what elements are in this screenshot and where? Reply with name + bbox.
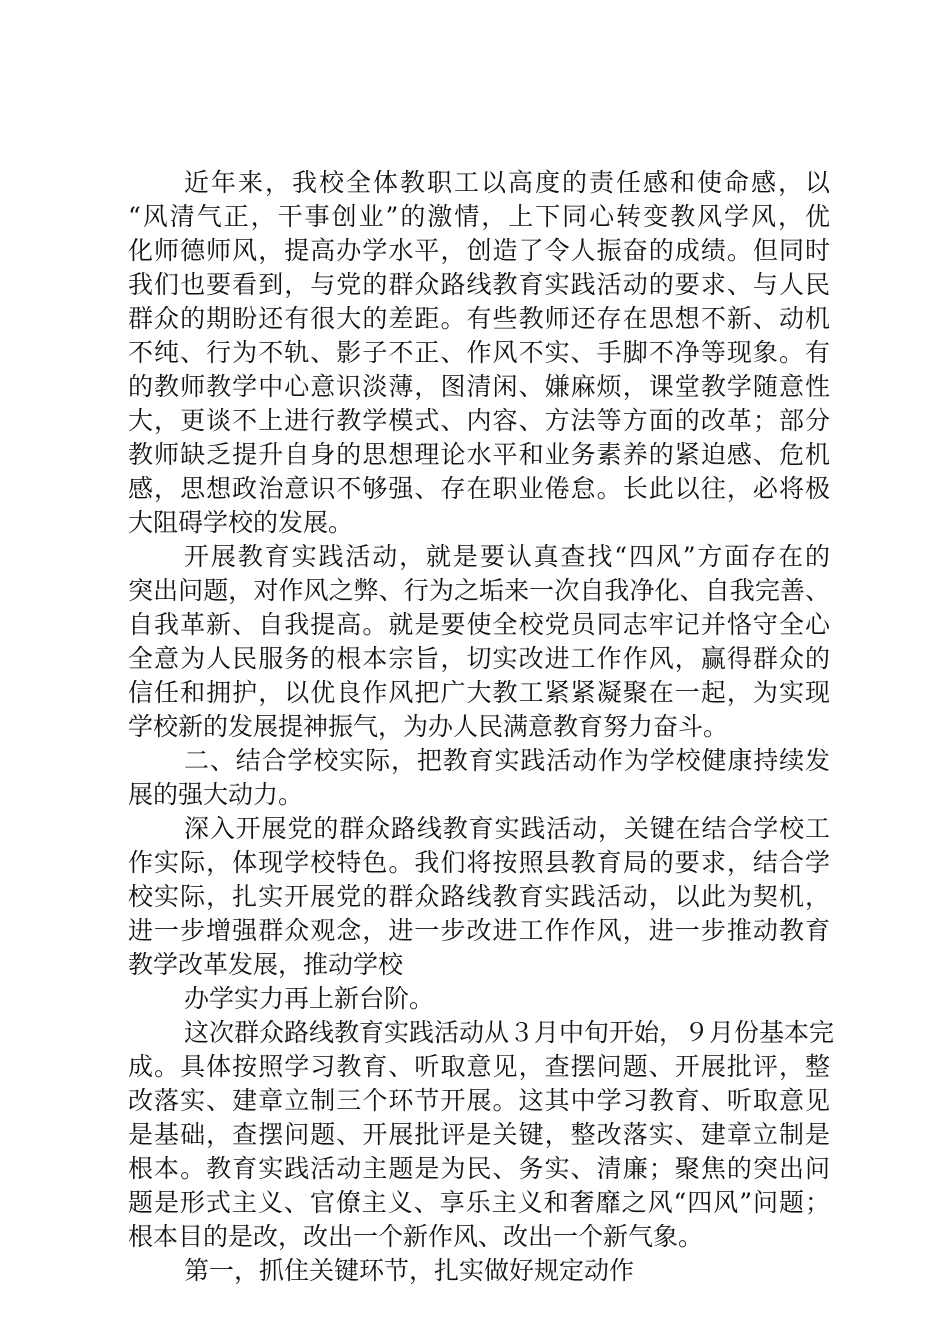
text-line: 作实际，体现学校特色。我们将按照县教育局的要求，结合学 xyxy=(128,848,830,877)
text-line: 深入开展党的群众路线教育实践活动，关键在结合学校工 xyxy=(184,814,830,843)
text-line: “风清气正，干事创业”的激情，上下同心转变教风学风，优 xyxy=(128,202,830,231)
text-line: 我们也要看到，与党的群众路线教育实践活动的要求、与人民 xyxy=(128,270,830,299)
text-line: 大，更谈不上进行教学模式、内容、方法等方面的改革；部分 xyxy=(128,406,830,435)
text-line: 办学实力再上新台阶。 xyxy=(184,984,435,1013)
text-line: 二、结合学校实际，把教育实践活动作为学校健康持续发 xyxy=(184,746,830,775)
text-line: 信任和拥护，以优良作风把广大教工紧紧凝聚在一起，为实现 xyxy=(128,678,830,707)
text-line: 的教师教学中心意识淡薄，图清闲、嫌麻烦，课堂教学随意性 xyxy=(128,372,830,401)
text-line: 展的强大动力。 xyxy=(128,780,304,809)
text-line: 改落实、建章立制三个环节开展。这其中学习教育、听取意见 xyxy=(128,1086,830,1115)
text-line: 化师德师风，提高办学水平，创造了令人振奋的成绩。但同时 xyxy=(128,236,830,265)
text-line: 大阻碍学校的发展。 xyxy=(128,508,354,537)
text-line: 不纯、行为不轨、影子不正、作风不实、手脚不净等现象。有 xyxy=(128,338,830,367)
text-line: 教师缺乏提升自身的思想理论水平和业务素养的紧迫感、危机 xyxy=(128,440,830,469)
text-line: 学校新的发展提神振气，为办人民满意教育努力奋斗。 xyxy=(128,712,729,741)
text-line: 全意为人民服务的根本宗旨，切实改进工作作风，赢得群众的 xyxy=(128,644,830,673)
text-line: 突出问题，对作风之弊、行为之垢来一次自我净化、自我完善、 xyxy=(128,576,830,605)
text-line: 是基础，查摆问题、开展批评是关键，整改落实、建章立制是 xyxy=(128,1120,830,1149)
text-line: 根本。教育实践活动主题是为民、务实、清廉；聚焦的突出问 xyxy=(128,1154,830,1183)
text-line: 进一步增强群众观念，进一步改进工作作风，进一步推动教育 xyxy=(128,916,830,945)
text-line: 群众的期盼还有很大的差距。有些教师还存在思想不新、动机 xyxy=(128,304,830,333)
text-line: 教学改革发展，推动学校 xyxy=(128,950,404,979)
text-line: 题是形式主义、官僚主义、享乐主义和奢靡之风“四风”问题； xyxy=(128,1188,830,1217)
text-line: 感，思想政治意识不够强、存在职业倦怠。长此以往，必将极 xyxy=(128,474,830,503)
text-line: 开展教育实践活动，就是要认真查找“四风”方面存在的 xyxy=(184,542,830,571)
text-line: 根本目的是改，改出一个新作风、改出一个新气象。 xyxy=(128,1222,704,1251)
text-line: 自我革新、自我提高。就是要使全校党员同志牢记并恪守全心 xyxy=(128,610,830,639)
text-line: 近年来，我校全体教职工以高度的责任感和使命感，以 xyxy=(184,168,830,197)
text-line: 校实际，扎实开展党的群众路线教育实践活动，以此为契机， xyxy=(128,882,830,911)
text-line: 第一，抓住关键环节，扎实做好规定动作 xyxy=(184,1256,635,1285)
document-body xyxy=(128,166,835,1288)
text-line: 这次群众路线教育实践活动从３月中旬开始，９月份基本完 xyxy=(184,1018,835,1047)
text-line: 成。具体按照学习教育、听取意见，查摆问题、开展批评，整 xyxy=(128,1052,830,1081)
